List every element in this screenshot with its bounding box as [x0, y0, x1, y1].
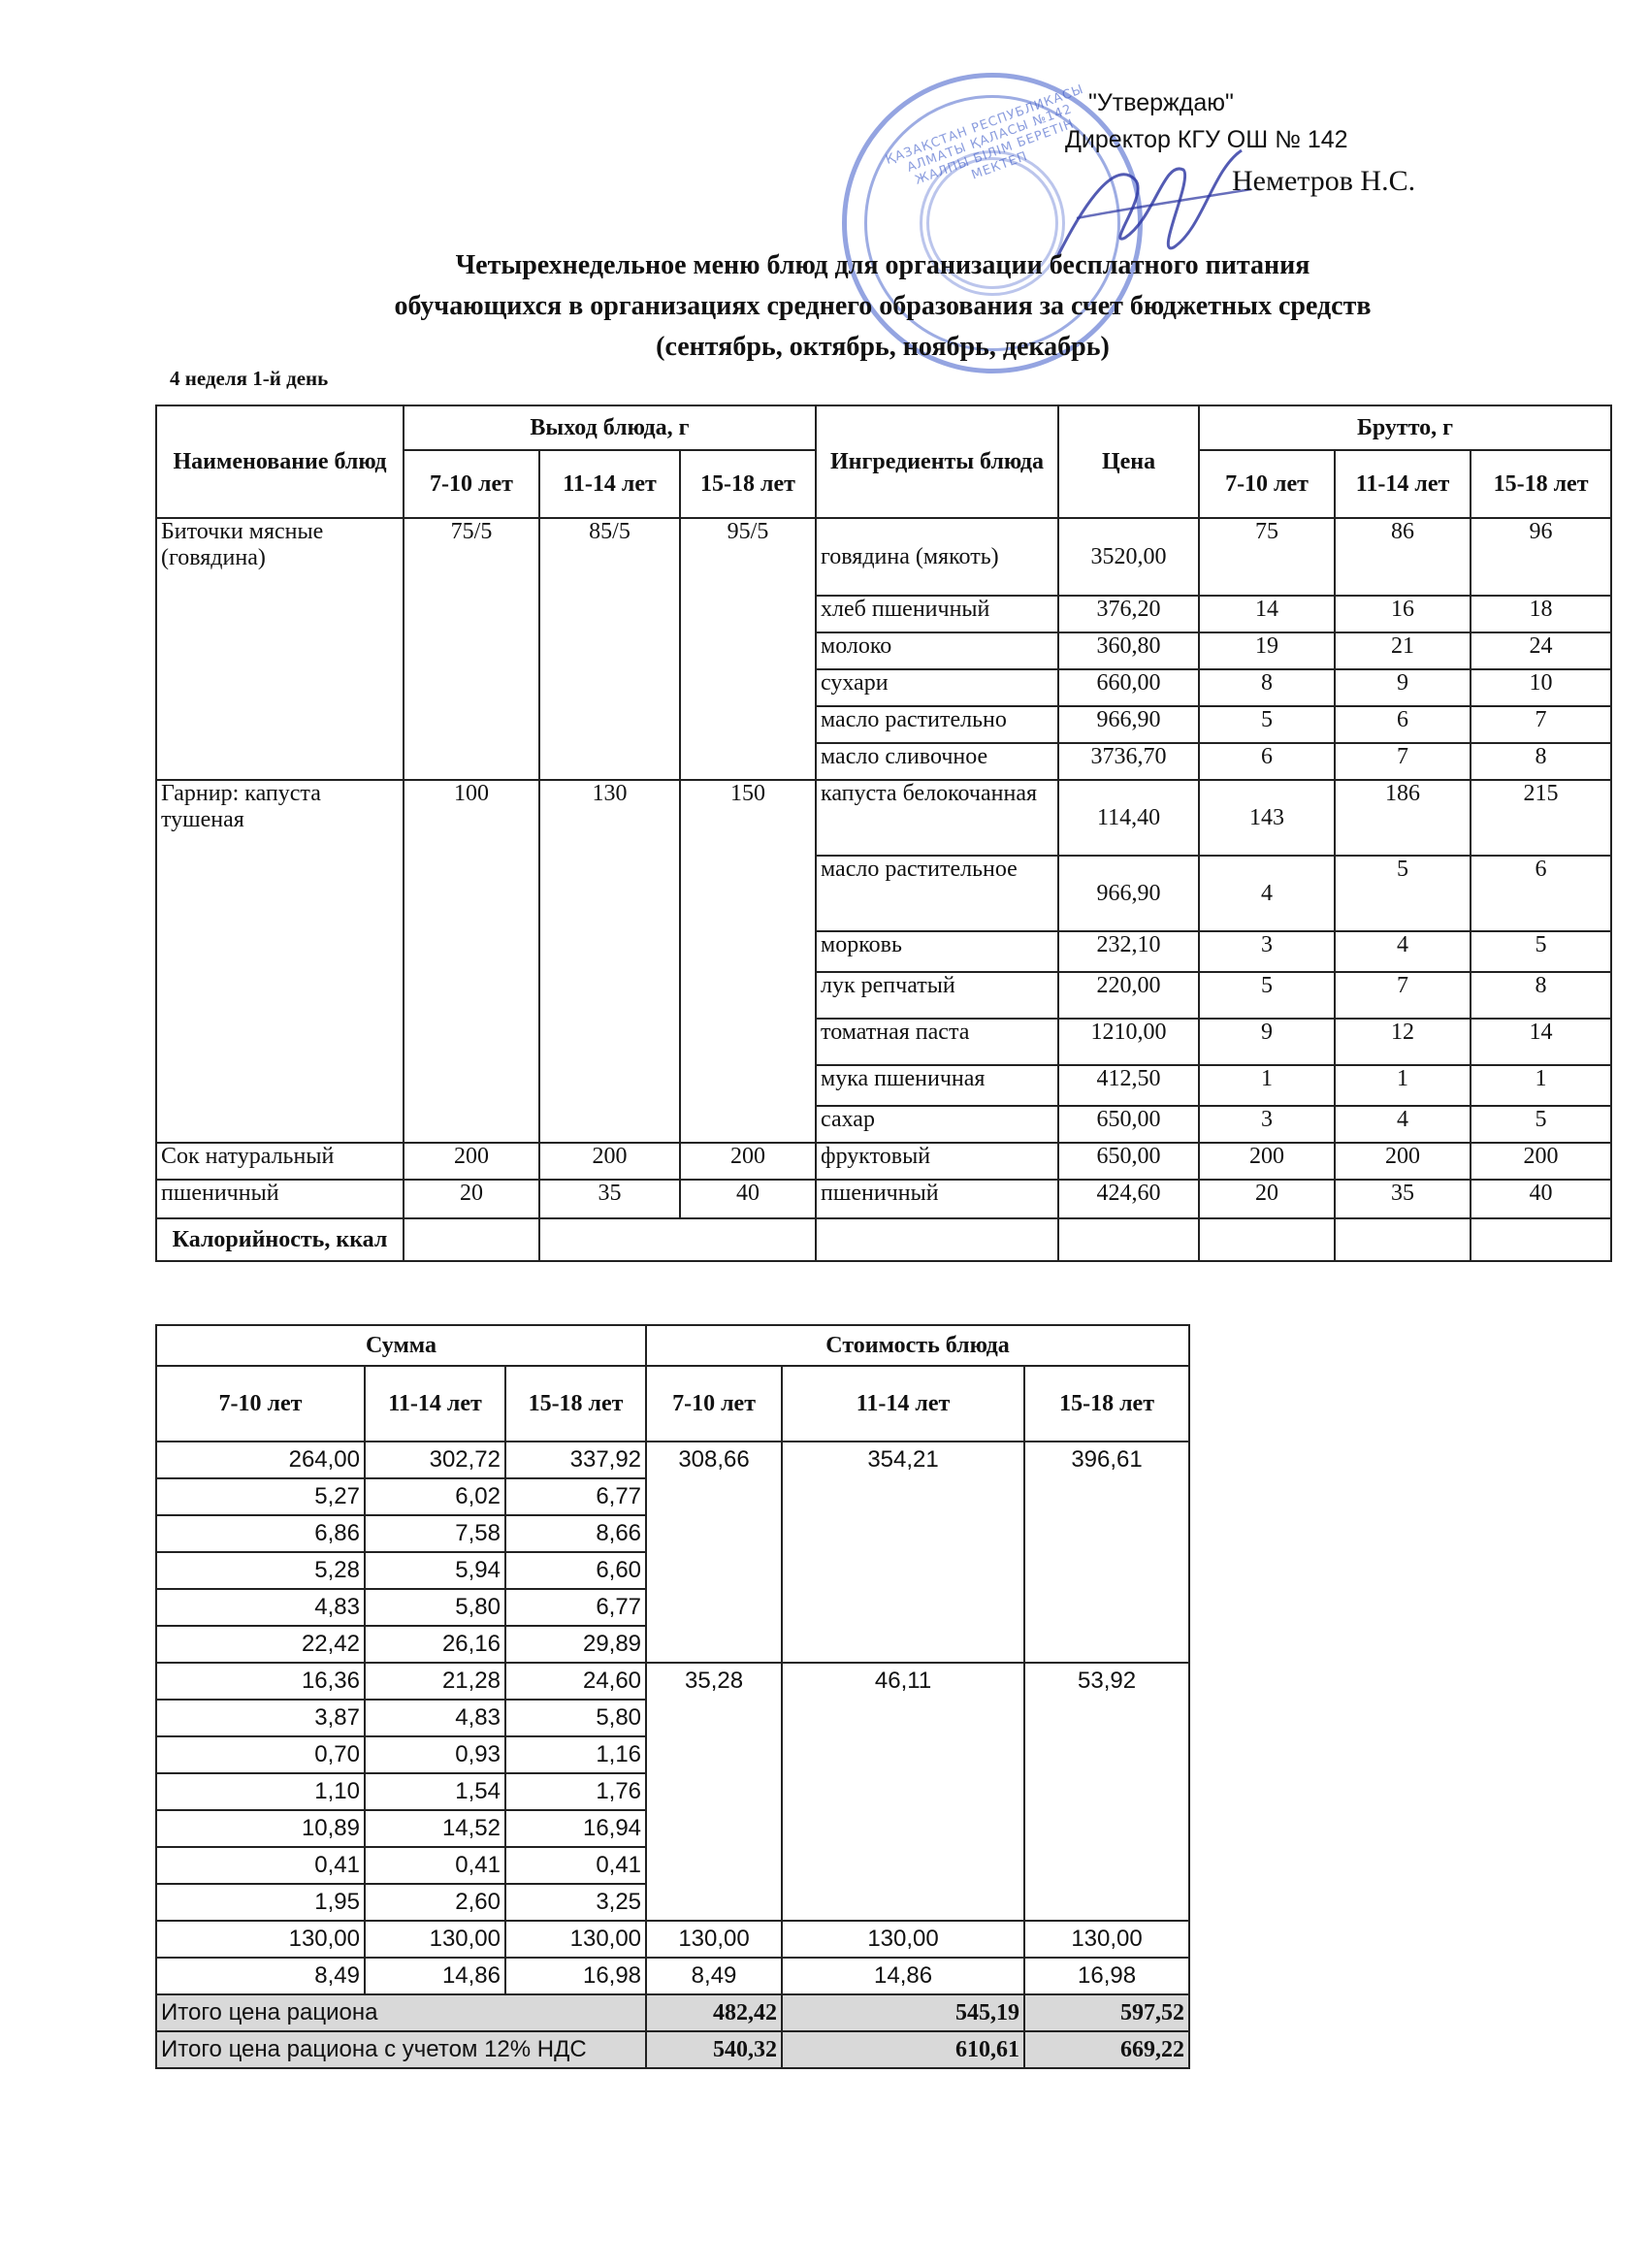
- sum-7-10: 0,41: [156, 1847, 365, 1884]
- ingredient-price: 650,00: [1058, 1143, 1199, 1180]
- brutto-7-10: 75: [1199, 518, 1335, 596]
- document-title-line-2: обучающихся в организациях среднего образования за счет бюджетных средств: [394, 291, 1372, 321]
- sum-15-18: 5,80: [505, 1700, 646, 1736]
- ingredient-name: сухари: [816, 669, 1058, 706]
- sum-15-18: 6,77: [505, 1478, 646, 1515]
- sum-11-14: 21,28: [365, 1663, 505, 1700]
- sum-11-14: 130,00: [365, 1921, 505, 1958]
- sum-7-10: 4,83: [156, 1589, 365, 1626]
- sum-7-10: 6,86: [156, 1515, 365, 1552]
- sum-7-10: 8,49: [156, 1958, 365, 1994]
- ingredient-price: 650,00: [1058, 1106, 1199, 1143]
- ingredient-name: масло растительное: [816, 856, 1058, 931]
- dish-name: пшеничный: [156, 1180, 404, 1218]
- brutto-15-18: 18: [1471, 596, 1611, 632]
- brutto-11-14: 4: [1335, 931, 1471, 972]
- dish-cost-15-18: 53,92: [1024, 1663, 1189, 1921]
- ingredient-price: 966,90: [1058, 856, 1199, 931]
- dish-cost-7-10: 308,66: [646, 1442, 782, 1663]
- dish-cost-15-18: 396,61: [1024, 1442, 1189, 1663]
- brutto-15-18: 215: [1471, 780, 1611, 856]
- calorie-cell: [1335, 1218, 1471, 1261]
- table-row: [156, 1180, 1611, 1218]
- sum-11-14: 5,80: [365, 1589, 505, 1626]
- ingredient-name: лук репчатый: [816, 972, 1058, 1019]
- sum-11-14: 6,02: [365, 1478, 505, 1515]
- ingredient-price: 360,80: [1058, 632, 1199, 669]
- ingredient-price: 424,60: [1058, 1180, 1199, 1218]
- ingredient-name: сахар: [816, 1106, 1058, 1143]
- header-yield-age-11-14: 11-14 лет: [539, 450, 680, 518]
- table-row: [156, 1663, 1189, 1700]
- table-row: [156, 1143, 1611, 1180]
- sum-7-10: 264,00: [156, 1442, 365, 1478]
- total-7-10: 482,42: [646, 1994, 782, 2031]
- header-brutto-age-15-18: 15-18 лет: [1471, 450, 1611, 518]
- sum-15-18: 6,77: [505, 1589, 646, 1626]
- header-brutto-age-11-14: 11-14 лет: [1335, 450, 1471, 518]
- dish-yield-7-10: 75/5: [404, 518, 539, 780]
- sum-7-10: 16,36: [156, 1663, 365, 1700]
- sum-7-10: 22,42: [156, 1626, 365, 1663]
- dish-cost-11-14: 14,86: [782, 1958, 1024, 1994]
- dish-yield-11-14: 35: [539, 1180, 680, 1218]
- sum-11-14: 0,93: [365, 1736, 505, 1773]
- table-row: [156, 1442, 1189, 1478]
- dish-cost-11-14: 354,21: [782, 1442, 1024, 1663]
- ingredient-price: 3736,70: [1058, 743, 1199, 780]
- header-yield-age-15-18: 15-18 лет: [680, 450, 816, 518]
- calorie-cell: [1199, 1218, 1335, 1261]
- calorie-cell: [404, 1218, 539, 1261]
- ingredient-price: 3520,00: [1058, 518, 1199, 596]
- calorie-cell: [816, 1218, 1058, 1261]
- brutto-15-18: 7: [1471, 706, 1611, 743]
- brutto-7-10: 1: [1199, 1065, 1335, 1106]
- brutto-7-10: 4: [1199, 856, 1335, 931]
- header-cost-age-7-10: 7-10 лет: [646, 1366, 782, 1442]
- brutto-15-18: 200: [1471, 1143, 1611, 1180]
- brutto-11-14: 7: [1335, 972, 1471, 1019]
- ingredient-price: 114,40: [1058, 780, 1199, 856]
- total-vat-label: Итого цена рациона с учетом 12% НДС: [156, 2031, 646, 2068]
- sum-11-14: 7,58: [365, 1515, 505, 1552]
- sum-15-18: 16,98: [505, 1958, 646, 1994]
- sum-7-10: 1,95: [156, 1884, 365, 1921]
- brutto-11-14: 16: [1335, 596, 1471, 632]
- dish-yield-15-18: 40: [680, 1180, 816, 1218]
- calorie-row: [156, 1218, 1611, 1261]
- dish-cost-7-10: 8,49: [646, 1958, 782, 1994]
- ingredient-name: мука пшеничная: [816, 1065, 1058, 1106]
- brutto-15-18: 6: [1471, 856, 1611, 931]
- ingredient-name: фруктовый: [816, 1143, 1058, 1180]
- brutto-15-18: 24: [1471, 632, 1611, 669]
- dish-yield-15-18: 95/5: [680, 518, 816, 780]
- total-label: Итого цена рациона: [156, 1994, 646, 2031]
- total-vat-15-18: 669,22: [1024, 2031, 1189, 2068]
- sum-7-10: 5,27: [156, 1478, 365, 1515]
- dish-cost-7-10: 130,00: [646, 1921, 782, 1958]
- dish-yield-11-14: 85/5: [539, 518, 680, 780]
- brutto-11-14: 186: [1335, 780, 1471, 856]
- header-yield-group: Выход блюда, г: [404, 405, 816, 450]
- header-price: Цена: [1058, 405, 1199, 518]
- sum-7-10: 3,87: [156, 1700, 365, 1736]
- brutto-7-10: 19: [1199, 632, 1335, 669]
- ingredient-price: 966,90: [1058, 706, 1199, 743]
- sum-11-14: 14,86: [365, 1958, 505, 1994]
- brutto-7-10: 5: [1199, 706, 1335, 743]
- calorie-cell: [1058, 1218, 1199, 1261]
- sum-15-18: 16,94: [505, 1810, 646, 1847]
- sum-7-10: 0,70: [156, 1736, 365, 1773]
- ingredient-name: говядина (мякоть): [816, 518, 1058, 596]
- header-sum-group: Сумма: [156, 1325, 646, 1366]
- menu-table: [155, 405, 1612, 1262]
- cost-table: [155, 1324, 1190, 2069]
- dish-yield-11-14: 130: [539, 780, 680, 1143]
- ingredient-name: морковь: [816, 931, 1058, 972]
- ingredient-name: масло сливочное: [816, 743, 1058, 780]
- sum-11-14: 14,52: [365, 1810, 505, 1847]
- stamp-text: ҚАЗАҚСТАН РЕСПУБЛИКАСЫ АЛМАТЫ ҚАЛАСЫ №142 ЖАЛПЫ БІЛІМ БЕРЕТІН МЕКТЕП: [884, 81, 1086, 188]
- document-title-line-1: Четырехнедельное меню блюд для организации бесплатного питания: [455, 250, 1310, 280]
- header-cost-age-11-14: 11-14 лет: [782, 1366, 1024, 1442]
- brutto-15-18: 40: [1471, 1180, 1611, 1218]
- dish-yield-11-14: 200: [539, 1143, 680, 1180]
- sum-11-14: 26,16: [365, 1626, 505, 1663]
- total-15-18: 597,52: [1024, 1994, 1189, 2031]
- brutto-11-14: 86: [1335, 518, 1471, 596]
- brutto-15-18: 14: [1471, 1019, 1611, 1065]
- brutto-11-14: 6: [1335, 706, 1471, 743]
- ingredient-price: 1210,00: [1058, 1019, 1199, 1065]
- sum-11-14: 2,60: [365, 1884, 505, 1921]
- table-row: [156, 780, 1611, 856]
- sum-7-10: 10,89: [156, 1810, 365, 1847]
- table-row: [156, 518, 1611, 596]
- header-dish-name: Наименование блюд: [156, 405, 404, 518]
- sum-15-18: 24,60: [505, 1663, 646, 1700]
- brutto-15-18: 8: [1471, 972, 1611, 1019]
- dish-yield-7-10: 20: [404, 1180, 539, 1218]
- sum-11-14: 4,83: [365, 1700, 505, 1736]
- sum-11-14: 1,54: [365, 1773, 505, 1810]
- brutto-11-14: 200: [1335, 1143, 1471, 1180]
- header-yield-age-7-10: 7-10 лет: [404, 450, 539, 518]
- header-ingredients: Ингредиенты блюда: [816, 405, 1058, 518]
- dish-cost-7-10: 35,28: [646, 1663, 782, 1921]
- sum-7-10: 1,10: [156, 1773, 365, 1810]
- sum-15-18: 6,60: [505, 1552, 646, 1589]
- table-row: [156, 1958, 1189, 1994]
- brutto-7-10: 6: [1199, 743, 1335, 780]
- header-sum-age-15-18: 15-18 лет: [505, 1366, 646, 1442]
- ingredient-name: томатная паста: [816, 1019, 1058, 1065]
- sum-11-14: 302,72: [365, 1442, 505, 1478]
- brutto-15-18: 10: [1471, 669, 1611, 706]
- brutto-15-18: 96: [1471, 518, 1611, 596]
- sum-15-18: 0,41: [505, 1847, 646, 1884]
- brutto-11-14: 7: [1335, 743, 1471, 780]
- dish-cost-15-18: 130,00: [1024, 1921, 1189, 1958]
- calorie-label: Калорийность, ккал: [156, 1218, 404, 1261]
- brutto-7-10: 143: [1199, 780, 1335, 856]
- approval-heading: "Утверждаю": [1088, 89, 1234, 116]
- brutto-7-10: 200: [1199, 1143, 1335, 1180]
- ingredient-name: капуста белокочанная: [816, 780, 1058, 856]
- brutto-7-10: 3: [1199, 1106, 1335, 1143]
- sum-15-18: 3,25: [505, 1884, 646, 1921]
- ingredient-price: 232,10: [1058, 931, 1199, 972]
- dish-yield-7-10: 100: [404, 780, 539, 1143]
- sum-7-10: 130,00: [156, 1921, 365, 1958]
- sum-15-18: 1,76: [505, 1773, 646, 1810]
- brutto-7-10: 3: [1199, 931, 1335, 972]
- calorie-cell: [539, 1218, 816, 1261]
- dish-name: Сок натуральный: [156, 1143, 404, 1180]
- total-vat-7-10: 540,32: [646, 2031, 782, 2068]
- total-row: [156, 1994, 1189, 2031]
- approval-name: Неметров Н.С.: [1232, 165, 1416, 197]
- sum-7-10: 5,28: [156, 1552, 365, 1589]
- header-cost-group: Стоимость блюда: [646, 1325, 1189, 1366]
- sum-11-14: 5,94: [365, 1552, 505, 1589]
- document-title-line-3: (сентябрь, октябрь, ноябрь, декабрь): [656, 332, 1110, 362]
- ingredient-name: пшеничный: [816, 1180, 1058, 1218]
- brutto-15-18: 1: [1471, 1065, 1611, 1106]
- total-vat-11-14: 610,61: [782, 2031, 1024, 2068]
- brutto-11-14: 4: [1335, 1106, 1471, 1143]
- total-vat-row: [156, 2031, 1189, 2068]
- dish-yield-15-18: 150: [680, 780, 816, 1143]
- header-cost-age-15-18: 15-18 лет: [1024, 1366, 1189, 1442]
- ingredient-price: 220,00: [1058, 972, 1199, 1019]
- dish-name: Биточки мясные (говядина): [156, 518, 404, 780]
- sum-15-18: 8,66: [505, 1515, 646, 1552]
- calorie-cell: [1471, 1218, 1611, 1261]
- brutto-7-10: 14: [1199, 596, 1335, 632]
- ingredient-name: хлеб пшеничный: [816, 596, 1058, 632]
- day-label: 4 неделя 1-й день: [170, 367, 329, 390]
- total-11-14: 545,19: [782, 1994, 1024, 2031]
- header-sum-age-7-10: 7-10 лет: [156, 1366, 365, 1442]
- brutto-7-10: 5: [1199, 972, 1335, 1019]
- ingredient-name: масло растительно: [816, 706, 1058, 743]
- ingredient-price: 660,00: [1058, 669, 1199, 706]
- brutto-7-10: 8: [1199, 669, 1335, 706]
- sum-15-18: 130,00: [505, 1921, 646, 1958]
- brutto-11-14: 1: [1335, 1065, 1471, 1106]
- header-brutto-age-7-10: 7-10 лет: [1199, 450, 1335, 518]
- brutto-15-18: 8: [1471, 743, 1611, 780]
- brutto-11-14: 5: [1335, 856, 1471, 931]
- dish-cost-11-14: 130,00: [782, 1921, 1024, 1958]
- approval-position: Директор КГУ ОШ № 142: [1065, 126, 1348, 153]
- table-row: [156, 1921, 1189, 1958]
- dish-yield-15-18: 200: [680, 1143, 816, 1180]
- brutto-11-14: 12: [1335, 1019, 1471, 1065]
- ingredient-price: 412,50: [1058, 1065, 1199, 1106]
- dish-cost-15-18: 16,98: [1024, 1958, 1189, 1994]
- header-sum-age-11-14: 11-14 лет: [365, 1366, 505, 1442]
- sum-15-18: 29,89: [505, 1626, 646, 1663]
- brutto-15-18: 5: [1471, 931, 1611, 972]
- brutto-11-14: 21: [1335, 632, 1471, 669]
- sum-15-18: 1,16: [505, 1736, 646, 1773]
- brutto-11-14: 9: [1335, 669, 1471, 706]
- brutto-7-10: 9: [1199, 1019, 1335, 1065]
- sum-11-14: 0,41: [365, 1847, 505, 1884]
- brutto-15-18: 5: [1471, 1106, 1611, 1143]
- ingredient-price: 376,20: [1058, 596, 1199, 632]
- brutto-11-14: 35: [1335, 1180, 1471, 1218]
- ingredient-name: молоко: [816, 632, 1058, 669]
- dish-name: Гарнир: капуста тушеная: [156, 780, 404, 1143]
- dish-cost-11-14: 46,11: [782, 1663, 1024, 1921]
- sum-15-18: 337,92: [505, 1442, 646, 1478]
- header-brutto-group: Брутто, г: [1199, 405, 1611, 450]
- dish-yield-7-10: 200: [404, 1143, 539, 1180]
- brutto-7-10: 20: [1199, 1180, 1335, 1218]
